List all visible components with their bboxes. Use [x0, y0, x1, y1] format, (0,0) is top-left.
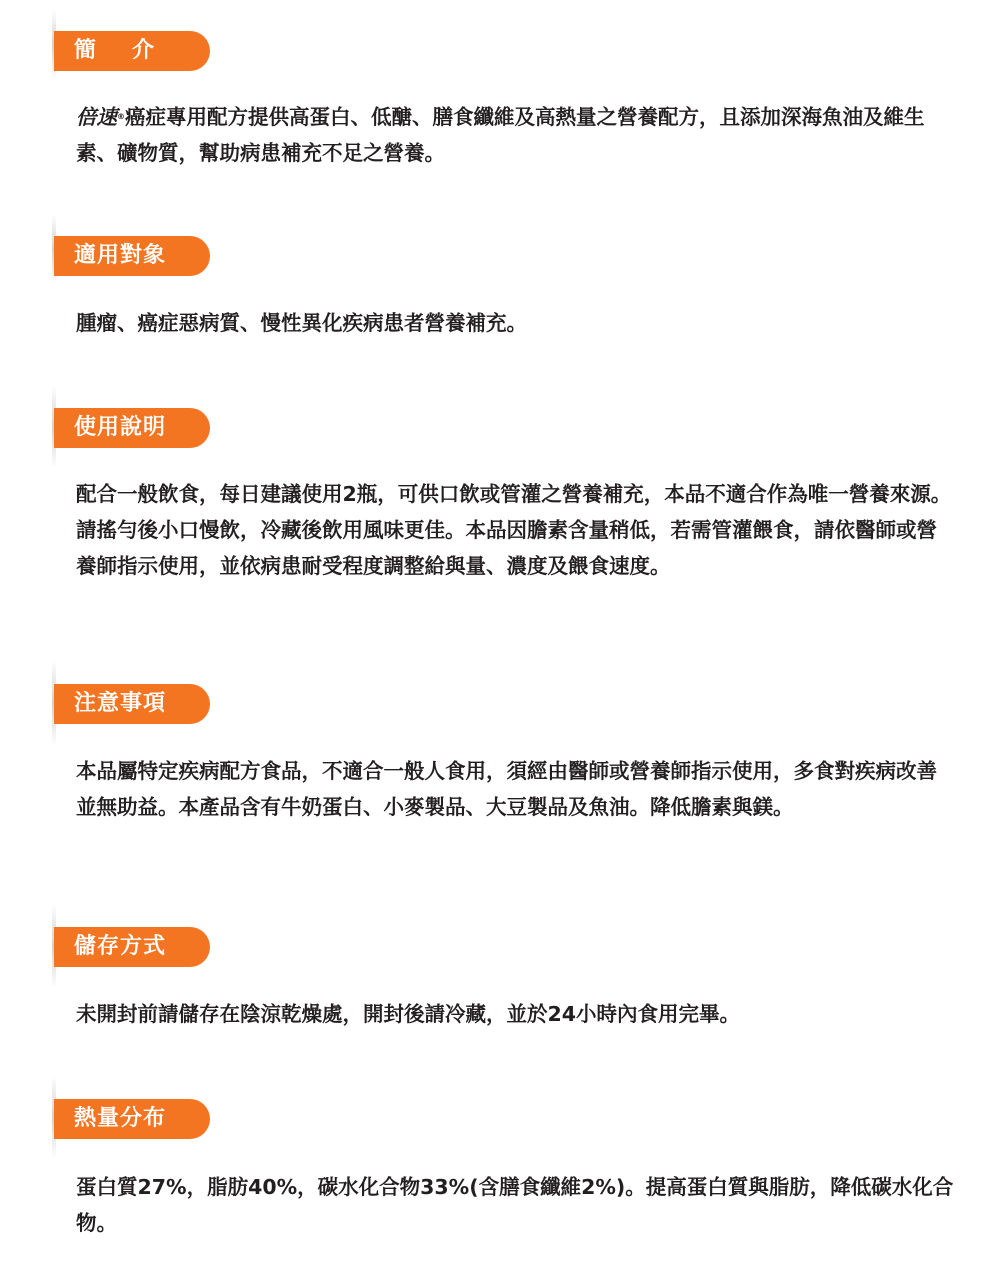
section-heading-calorie: 熱量分布	[54, 1099, 210, 1139]
brand-text: 倍速	[76, 105, 117, 129]
section-heading-usage: 使用說明	[54, 408, 210, 448]
section-body-storage	[76, 996, 956, 1032]
intro-text: 癌症專用配方提供高蛋白、低醣、膳食纖維及高熱量之營養配方，且添加深海魚油及維生素、礦物質，幫助病患補充不足之營養。	[76, 105, 925, 165]
usage-paragraph-1: 配合一般飲食，每日建議使用2瓶，可供口飲或管灌之營養補充，本品不適合作為唯一營養來源。	[76, 482, 952, 506]
calorie-paragraph: 蛋白質27%，脂肪40%，碳水化合物33%(含膳食纖維2%)。提高蛋白質與脂肪，降低碳水化合物。	[76, 1175, 954, 1235]
section-body-target	[76, 305, 956, 341]
usage-paragraph-2: 請搖勻後小口慢飲，冷藏後飲用風味更佳。本品因膽素含量稍低，若需管灌餵食，請依醫師或營養師指示使用，並依病患耐受程度調整給與量、濃度及餵食速度。	[76, 518, 937, 578]
caution-paragraph: 本品屬特定疾病配方食品，不適合一般人食用，須經由醫師或營養師指示使用，多食對疾病改善並無助益。本產品含有牛奶蛋白、小麥製品、大豆製品及魚油。降低膽素與鎂。	[76, 759, 937, 819]
section-heading-intro: 簡介	[54, 31, 210, 71]
section-body-intro	[76, 99, 956, 171]
intro-paragraph	[76, 99, 956, 171]
section-body-usage	[76, 476, 956, 584]
target-paragraph: 腫瘤、癌症惡病質、慢性異化疾病患者營養補充。	[76, 311, 527, 335]
section-body-caution	[76, 753, 956, 825]
storage-paragraph: 未開封前請儲存在陰涼乾燥處，開封後請冷藏，並於24小時內食用完畢。	[76, 1002, 741, 1026]
brand-name	[76, 105, 125, 129]
section-heading-storage: 儲存方式	[54, 927, 210, 967]
registered-mark: ®	[117, 112, 125, 121]
section-heading-target: 適用對象	[54, 236, 210, 276]
section-heading-caution: 注意事項	[54, 684, 210, 724]
section-body-calorie	[76, 1169, 956, 1241]
